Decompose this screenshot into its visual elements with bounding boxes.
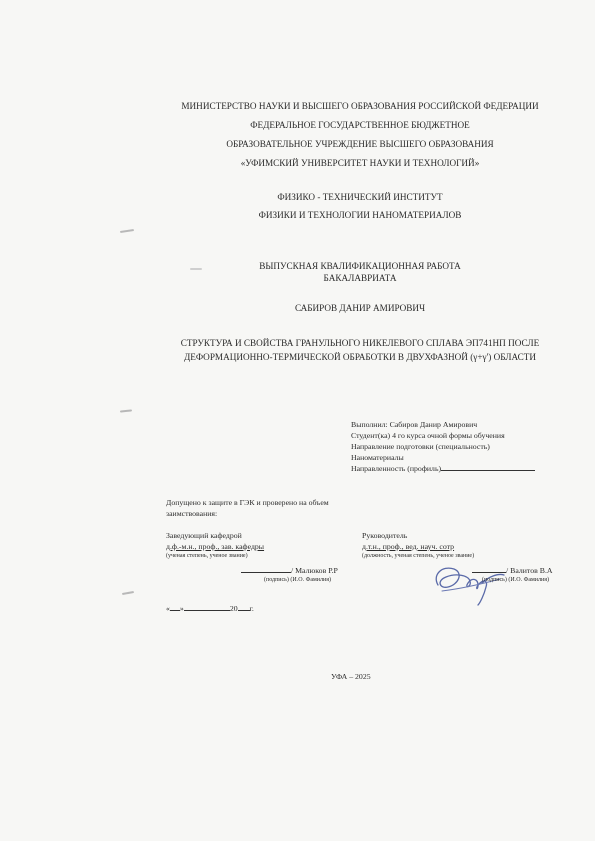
date-close-quote: » (179, 604, 184, 613)
institution-line-2: ФЕДЕРАЛЬНОЕ ГОСУДАРСТВЕННОЕ БЮДЖЕТНОЕ (250, 120, 470, 130)
institute-name: ФИЗИКО - ТЕХНИЧЕСКИЙ ИНСТИТУТ (277, 192, 443, 202)
supervisor-name: / Валитов В.А (506, 566, 553, 575)
head-degree: д.ф.-м.н., проф., зав. кафедры (166, 542, 265, 551)
profile-label: Направленность (профиль) (351, 464, 442, 473)
author-name: САБИРОВ ДАНИР АМИРОВИЧ (294, 303, 426, 313)
profile-blank-line (441, 470, 535, 471)
date-year-suffix: г. (249, 604, 254, 613)
direction-label: Направление подготовки (специальность) (351, 442, 490, 451)
head-name: / Малюков Р.Р (291, 566, 338, 575)
institution-line-3: ОБРАЗОВАТЕЛЬНОЕ УЧРЕЖДЕНИЕ ВЫСШЕГО ОБРАЗОВАНИЯ (226, 139, 494, 149)
profile-row (351, 464, 535, 473)
supervisor-sign-caption: (подпись) (И.О. Фамилия) (482, 577, 549, 583)
thesis-title-line-1: СТРУКТУРА И СВОЙСТВА ГРАНУЛЬНОГО НИКЕЛЕВОГО СПЛАВА ЭП741НП ПОСЛЕ (180, 338, 540, 348)
city-year: УФА – 2025 (331, 672, 371, 681)
scan-mark (120, 229, 134, 233)
direction-value: Наноматериалы (351, 453, 404, 462)
head-sign-caption: (подпись) (И.О. Фамилия) (264, 577, 331, 583)
supervisor-degree-caption: (должность, ученая степень, ученое звание) (362, 553, 475, 559)
date-open-quote: « (166, 604, 170, 613)
scan-mark (122, 591, 134, 595)
date-year-blank (238, 610, 250, 611)
work-type-line-1: ВЫПУСКНАЯ КВАЛИФИКАЦИОННАЯ РАБОТА (259, 261, 461, 271)
supervisor-signature-line (472, 572, 506, 573)
supervisor-role: Руководитель (362, 531, 408, 540)
head-degree-caption: (ученая степень, ученое звание) (166, 553, 248, 559)
date-month-blank (184, 610, 230, 611)
performed-by: Выполнил: Сабиров Данир Амирович (351, 420, 478, 429)
date-day-blank (170, 610, 180, 611)
student-course: Студент(ка) 4 го курса очной формы обучения (351, 431, 505, 440)
thesis-title-line-2: ДЕФОРМАЦИОННО-ТЕРМИЧЕСКОЙ ОБРАБОТКИ В ДВУХФАЗНОЙ (γ+γ') ОБЛАСТИ (183, 352, 537, 362)
department-name: ФИЗИКИ И ТЕХНОЛОГИИ НАНОМАТЕРИАЛОВ (258, 210, 462, 220)
university-name: «УФИМСКИЙ УНИВЕРСИТЕТ НАУКИ И ТЕХНОЛОГИЙ» (240, 158, 480, 168)
supervisor-degree: д.т.н., проф., вед. науч. сотр (362, 542, 455, 551)
date-year-prefix: 20 (229, 604, 238, 613)
head-role: Заведующий кафедрой (166, 531, 242, 540)
head-signature-row (241, 566, 338, 575)
work-type-line-2: БАКАЛАВРИАТА (323, 273, 397, 283)
head-signature-line (241, 572, 291, 573)
date-row (166, 604, 254, 613)
admission-line-1: Допущено к защите в ГЭК и проверено на объем (166, 498, 329, 507)
scan-mark (120, 409, 132, 412)
ministry-line: МИНИСТЕРСТВО НАУКИ И ВЫСШЕГО ОБРАЗОВАНИЯ РОССИЙСКОЙ ФЕДЕРАЦИИ (181, 101, 539, 111)
admission-line-2: заимствования: (166, 509, 218, 518)
supervisor-signature-row (472, 566, 553, 575)
